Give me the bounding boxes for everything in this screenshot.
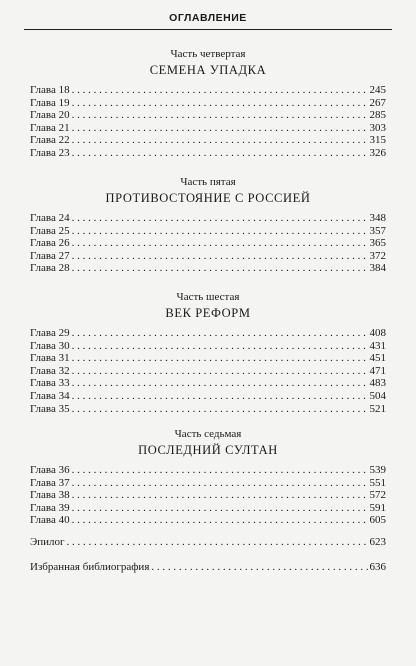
entry-page: 572 xyxy=(369,489,386,502)
entry-page: 551 xyxy=(369,476,386,489)
part-section-6 xyxy=(30,291,386,415)
toc-entry[interactable] xyxy=(30,327,386,340)
entry-name: Глава 22 xyxy=(30,134,70,147)
toc-entry[interactable] xyxy=(30,250,386,263)
entry-name: Глава 27 xyxy=(30,249,70,262)
toc-entry[interactable] xyxy=(30,122,386,135)
entry-name: Глава 21 xyxy=(30,121,70,134)
dot-leader xyxy=(72,464,368,477)
toc-entry[interactable] xyxy=(30,502,386,515)
toc-entry[interactable] xyxy=(30,147,386,160)
part-label: Часть седьмая xyxy=(174,428,242,440)
part-title: ПОСЛЕДНИЙ СУЛТАН xyxy=(138,443,278,457)
part-section-7 xyxy=(30,428,386,527)
toc-entry[interactable] xyxy=(30,365,386,378)
entry-name: Глава 39 xyxy=(30,501,70,514)
dot-leader xyxy=(72,250,368,263)
toc-entry[interactable] xyxy=(30,514,386,527)
part-section-4 xyxy=(30,48,386,160)
entry-page: 267 xyxy=(369,96,386,109)
entry-page: 357 xyxy=(369,224,386,237)
entry-name: Эпилог xyxy=(30,536,65,548)
dot-leader xyxy=(72,262,368,275)
toc-entry[interactable] xyxy=(30,237,386,250)
entry-page: 431 xyxy=(369,339,386,352)
entry-name: Глава 35 xyxy=(30,402,70,415)
entry-page: 623 xyxy=(369,536,386,548)
dot-leader xyxy=(72,502,368,515)
toc-entry[interactable] xyxy=(30,403,386,416)
toc-entry[interactable] xyxy=(30,464,386,477)
toc-entry[interactable] xyxy=(30,489,386,502)
entry-page: 605 xyxy=(369,514,386,527)
entry-page: 483 xyxy=(369,377,386,390)
toc-entry[interactable] xyxy=(30,97,386,110)
dot-leader xyxy=(72,377,368,390)
entry-page: 315 xyxy=(369,134,386,147)
toc-epilogue[interactable] xyxy=(30,536,386,549)
dot-leader xyxy=(72,365,368,378)
part-title: ВЕК РЕФОРМ xyxy=(165,306,251,320)
dot-leader xyxy=(72,477,368,490)
toc-entry[interactable] xyxy=(30,477,386,490)
dot-leader xyxy=(72,489,368,502)
entry-page: 285 xyxy=(369,109,386,122)
entry-page: 591 xyxy=(369,501,386,514)
entry-name: Избранная библиография xyxy=(30,561,150,573)
entry-page: 504 xyxy=(369,389,386,402)
entry-name: Глава 31 xyxy=(30,352,70,365)
entry-name: Глава 29 xyxy=(30,327,70,339)
part-label: Часть пятая xyxy=(180,176,236,188)
entry-name: Глава 33 xyxy=(30,377,70,390)
part-label: Часть четвертая xyxy=(170,48,246,60)
entry-name: Глава 26 xyxy=(30,237,70,250)
toc-entry[interactable] xyxy=(30,352,386,365)
dot-leader xyxy=(72,340,368,353)
toc-entry[interactable] xyxy=(30,390,386,403)
entry-page: 408 xyxy=(369,327,386,339)
entry-page: 303 xyxy=(369,121,386,134)
entry-name: Глава 25 xyxy=(30,224,70,237)
entry-page: 245 xyxy=(369,84,386,96)
dot-leader xyxy=(72,122,368,135)
part-title: СЕМЕНА УПАДКА xyxy=(149,63,267,77)
dot-leader xyxy=(72,134,368,147)
toc-entry[interactable] xyxy=(30,84,386,97)
dot-leader xyxy=(72,390,368,403)
entry-page: 539 xyxy=(369,464,386,476)
toc-entry[interactable] xyxy=(30,212,386,225)
entry-page: 471 xyxy=(369,364,386,377)
toc-bibliography[interactable] xyxy=(30,561,386,574)
entry-name: Глава 38 xyxy=(30,489,70,502)
toc-entry[interactable] xyxy=(30,109,386,122)
part-section-5 xyxy=(30,176,386,275)
entry-page: 326 xyxy=(369,146,386,159)
dot-leader xyxy=(72,403,368,416)
dot-leader xyxy=(151,561,367,574)
dot-leader xyxy=(72,225,368,238)
entry-page: 372 xyxy=(369,249,386,262)
dot-leader xyxy=(72,237,368,250)
dot-leader xyxy=(72,109,368,122)
entry-page: 348 xyxy=(369,212,386,224)
entry-name: Глава 24 xyxy=(30,212,70,224)
entry-name: Глава 18 xyxy=(30,84,70,96)
entry-name: Глава 37 xyxy=(30,476,70,489)
entry-name: Глава 34 xyxy=(30,389,70,402)
dot-leader xyxy=(67,536,368,549)
dot-leader xyxy=(72,147,368,160)
entry-name: Глава 32 xyxy=(30,364,70,377)
entry-name: Глава 36 xyxy=(30,464,70,476)
toc-entry[interactable] xyxy=(30,134,386,147)
entry-name: Глава 20 xyxy=(30,109,70,122)
entry-name: Глава 23 xyxy=(30,146,70,159)
dot-leader xyxy=(72,514,368,527)
dot-leader xyxy=(72,97,368,110)
page-header: ОГЛАВЛЕНИЕ xyxy=(169,12,247,24)
dot-leader xyxy=(72,352,368,365)
part-label: Часть шестая xyxy=(176,291,240,303)
toc-entry[interactable] xyxy=(30,377,386,390)
dot-leader xyxy=(72,212,368,225)
entry-name: Глава 19 xyxy=(30,96,70,109)
toc-entry[interactable] xyxy=(30,340,386,353)
entry-name: Глава 28 xyxy=(30,262,70,275)
entry-name: Глава 30 xyxy=(30,339,70,352)
toc-entry[interactable] xyxy=(30,225,386,238)
entry-page: 451 xyxy=(369,352,386,365)
entry-page: 636 xyxy=(369,561,386,573)
entry-name: Глава 40 xyxy=(30,514,70,527)
entry-page: 365 xyxy=(369,237,386,250)
part-title: ПРОТИВОСТОЯНИЕ С РОССИЕЙ xyxy=(105,191,311,205)
dot-leader xyxy=(72,327,368,340)
dot-leader xyxy=(72,84,368,97)
entry-page: 521 xyxy=(369,402,386,415)
header-rule xyxy=(24,29,392,30)
toc-entry[interactable] xyxy=(30,262,386,275)
entry-page: 384 xyxy=(369,262,386,275)
